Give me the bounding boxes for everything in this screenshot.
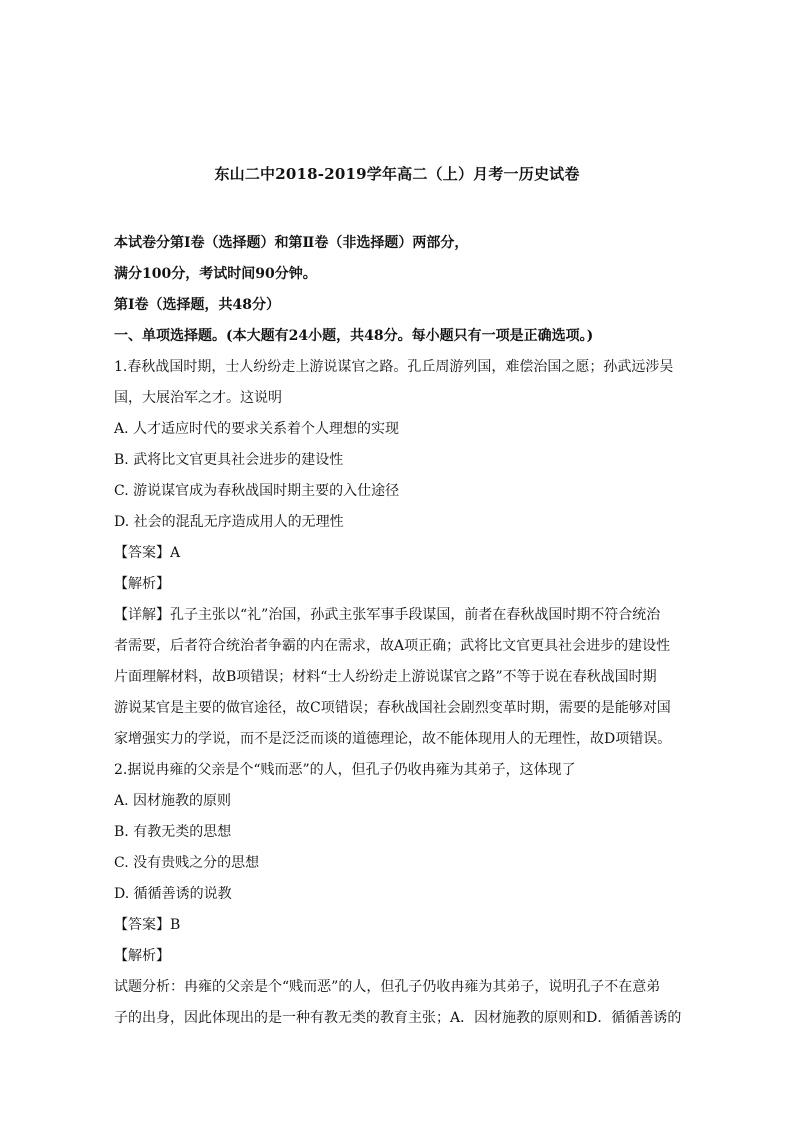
- q2-option-d: D. 循循善诱的说教: [114, 886, 232, 902]
- q2-option-c: C. 没有贵贱之分的思想: [114, 855, 260, 871]
- q2-stem: 2.据说冉雍的父亲是个“贱而恶”的人，但孔子仍收冉雍为其弟子，这体现了: [114, 762, 576, 778]
- q1-option-a: A. 人才适应时代的要求关系着个人理想的实现: [114, 421, 400, 437]
- q1-analysis-label: 【解析】: [114, 576, 170, 592]
- q2-analysis-line: 子的出身，因此体现出的是一种有教无类的教育主张；A．因材施教的原则和D．循循善诱的: [114, 1010, 682, 1026]
- q1-analysis-line: 家增强实力的学说，而不是泛泛而谈的道德理论，故不能体现用人的无理性，故D项错误。: [114, 731, 672, 747]
- q2-analysis-line: 试题分析：冉雍的父亲是个“贱而恶”的人，但孔子仍收冉雍为其弟子，说明孔子不在意弟: [114, 979, 661, 995]
- q2-analysis-label: 【解析】: [114, 948, 170, 964]
- q1-analysis-line: 游说某官是主要的做官途径，故C项错误；春秋战国社会剧烈变革时期，需要的是能够对国: [114, 700, 671, 716]
- q1-option-d: D. 社会的混乱无序造成用人的无理性: [114, 514, 344, 530]
- q1-stem-line-2: 国，大展治军之才。这说明: [114, 390, 282, 406]
- page-title: 东山二中2018-2019学年高二（上）月考一历史试卷: [214, 165, 580, 183]
- q1-option-c: C. 游说谋官成为春秋战国时期主要的入仕途径: [114, 483, 400, 499]
- q1-analysis-line: 片面理解材料，故B项错误；材料“士人纷纷走上游说谋官之路”不等于说在春秋战国时期: [114, 669, 657, 685]
- q1-analysis-line: 【详解】孔子主张以“礼”治国，孙武主张军事手段谋国，前者在春秋战国时期不符合统治: [114, 607, 661, 623]
- q1-analysis-line: 者需要，后者符合统治者争霸的内在需求，故A项正确；武将比文官更具社会进步的建设性: [114, 638, 671, 654]
- q1-answer: 【答案】A: [114, 545, 181, 561]
- q2-option-a: A. 因材施教的原则: [114, 793, 232, 809]
- intro-line-2: 满分100分，考试时间90分钟。: [114, 266, 317, 282]
- q1-stem-line-1: 1.春秋战国时期，士人纷纷走上游说谋官之路。孔丘周游列国，难偿治国之愿；孙武远涉吴: [114, 359, 674, 375]
- q2-answer: 【答案】B: [114, 917, 181, 933]
- q1-option-b: B. 武将比文官更具社会进步的建设性: [114, 452, 344, 468]
- q2-option-b: B. 有教无类的思想: [114, 824, 232, 840]
- intro-line-1: 本试卷分第Ⅰ卷（选择题）和第Ⅱ卷（非选择题）两部分，: [114, 235, 469, 251]
- document-body: [114, 228, 684, 1034]
- section-heading: 第Ⅰ卷（选择题，共48分）: [114, 297, 281, 313]
- part-heading: 一、单项选择题。(本大题有24小题，共48分。每小题只有一项是正确选项。): [114, 328, 594, 344]
